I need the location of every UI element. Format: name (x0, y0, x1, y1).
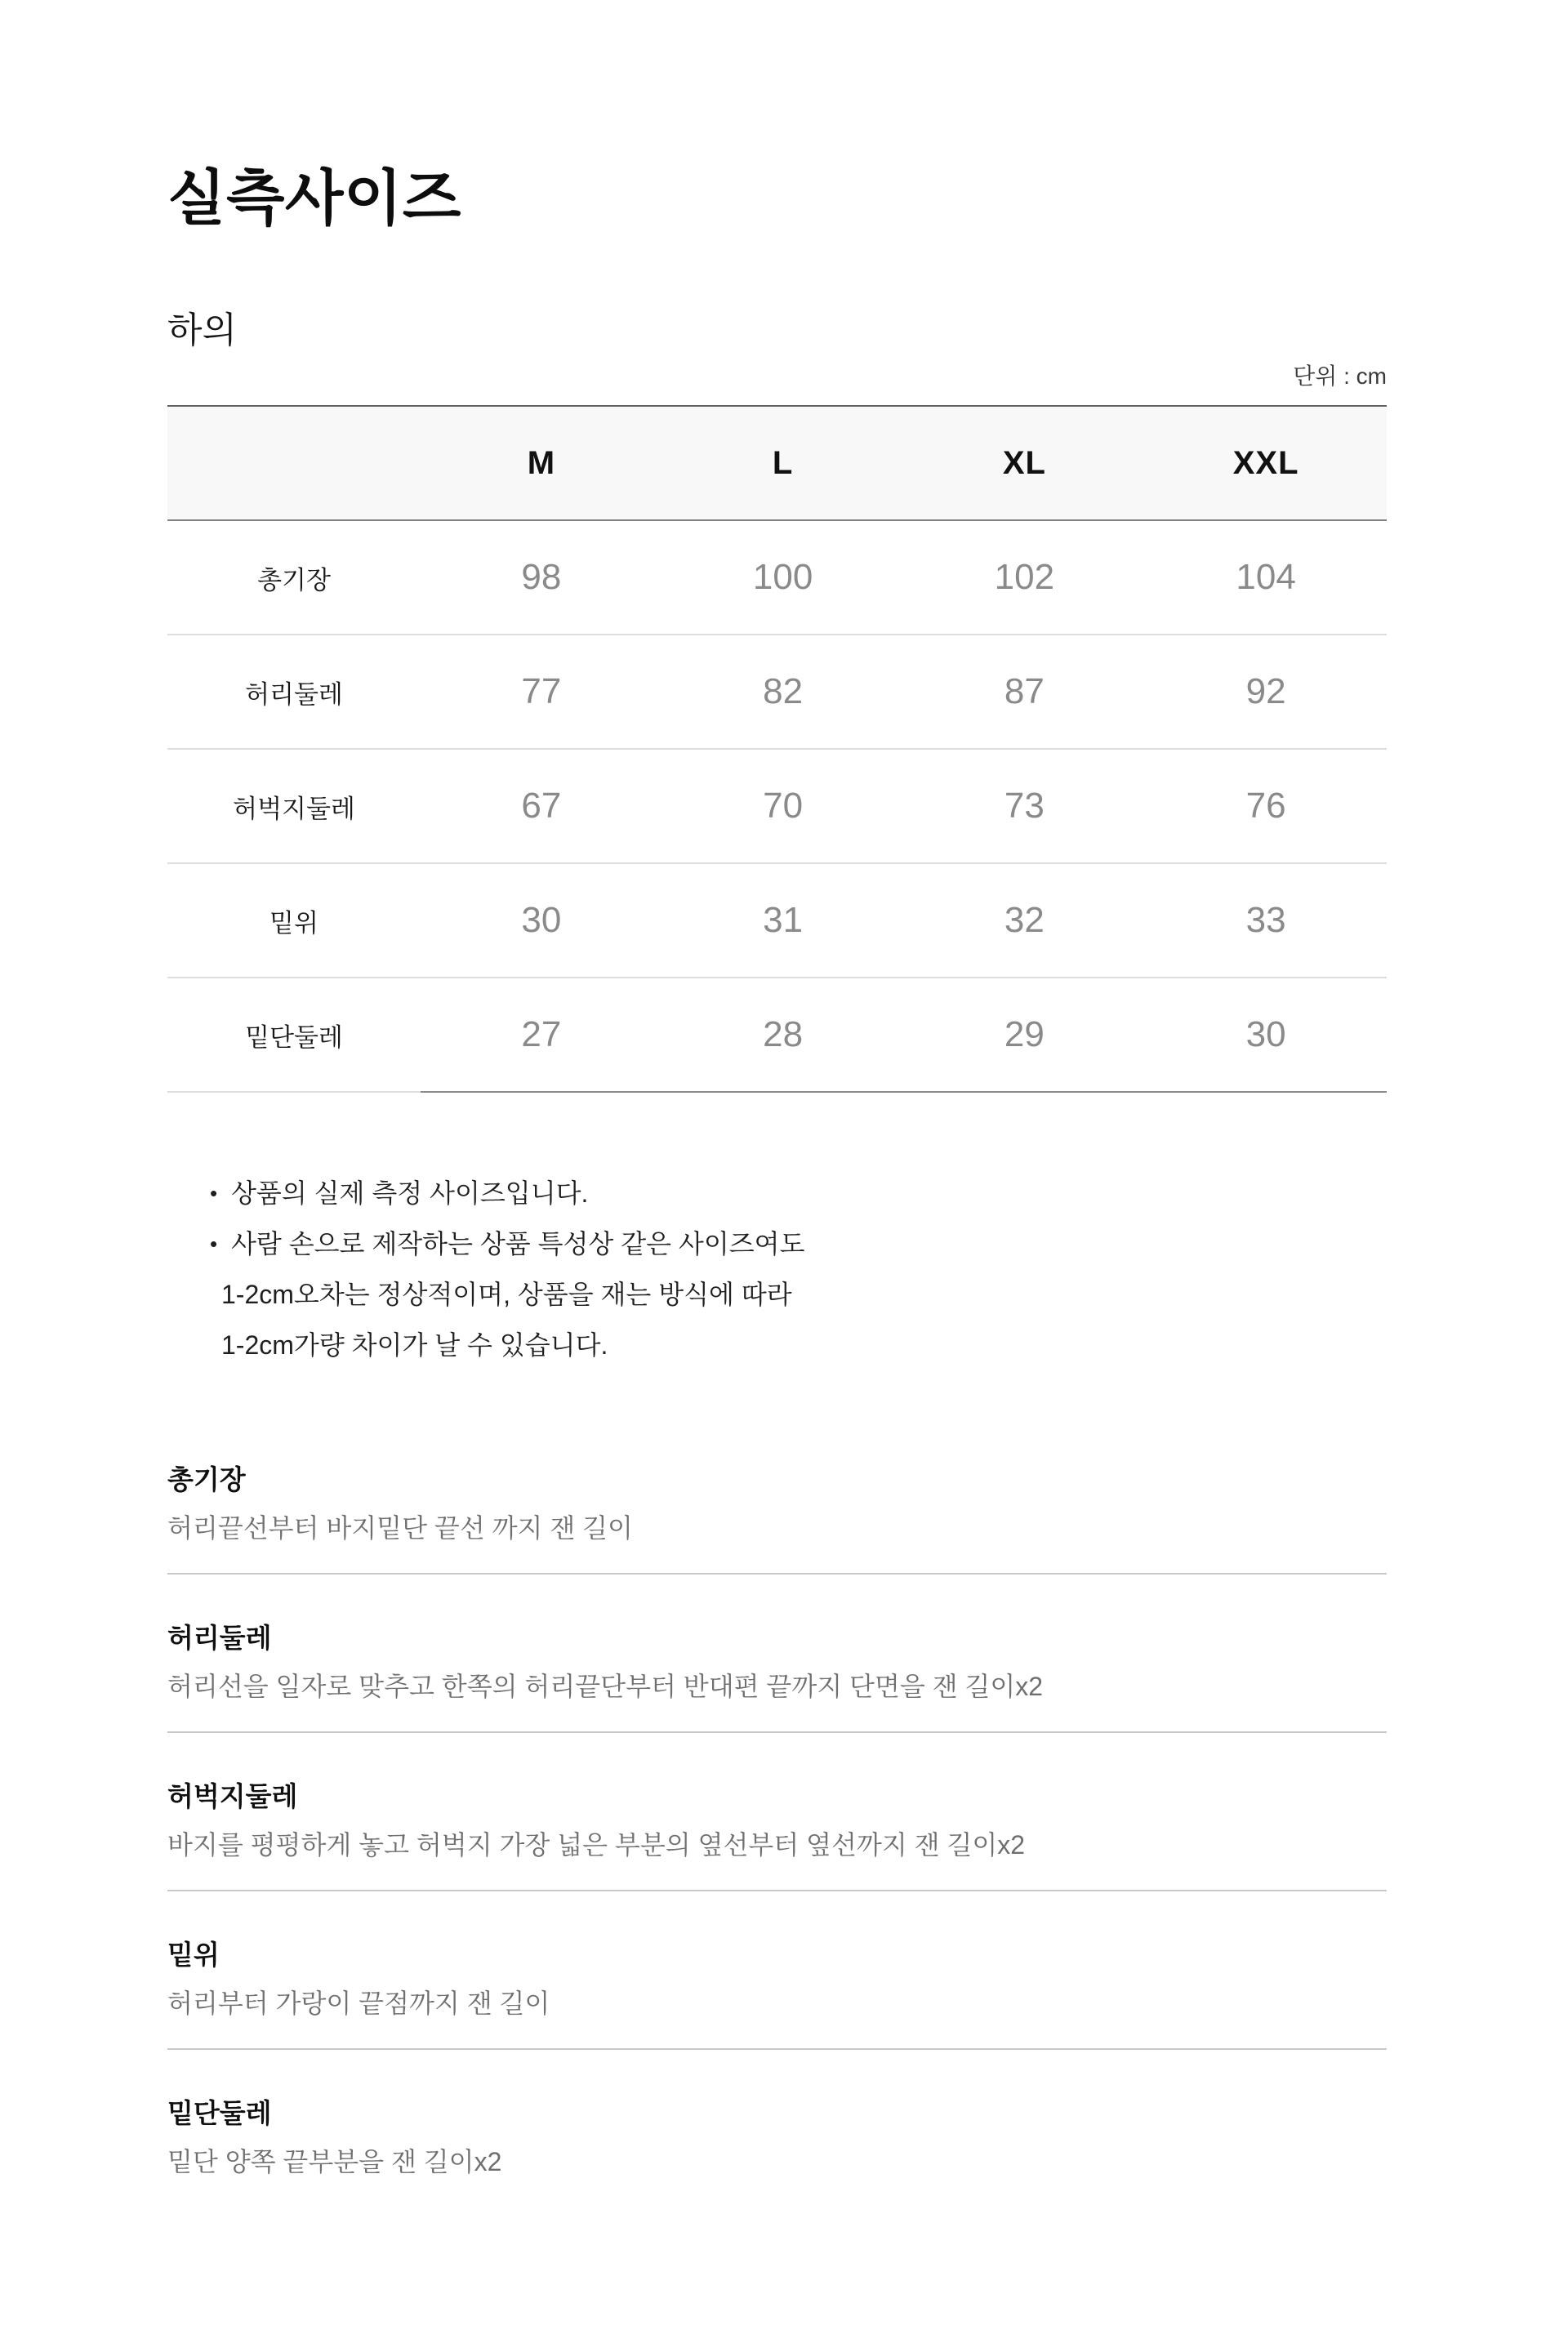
definition-description: 허리선을 일자로 맞추고 한쪽의 허리끝단부터 반대편 끝까지 단면을 잰 길이x2 (167, 1672, 1044, 1701)
size-table-header-row (167, 407, 1387, 521)
size-value: 100 (662, 521, 904, 635)
size-table (167, 405, 1387, 1093)
column-header-xl: XL (904, 407, 1146, 521)
row-label: 허리둘레 (167, 635, 421, 750)
definition-term: 총기장 (167, 1464, 246, 1494)
note-line (210, 1269, 1387, 1320)
definition-term: 허리둘레 (167, 1623, 272, 1653)
size-value: 29 (904, 978, 1146, 1093)
definition-section-waist (167, 1622, 1387, 1733)
note-text: 1-2cm가량 차이가 날 수 있습니다. (221, 1330, 608, 1360)
size-value: 33 (1145, 864, 1387, 978)
size-value: 27 (421, 978, 662, 1093)
note-text: 상품의 실제 측정 사이즈입니다. (231, 1178, 589, 1208)
row-label: 총기장 (167, 521, 421, 635)
size-value: 31 (662, 864, 904, 978)
size-value: 70 (662, 750, 904, 864)
section-divider (167, 1890, 1387, 1891)
size-value: 77 (421, 635, 662, 750)
size-value: 67 (421, 750, 662, 864)
table-row-rise (167, 864, 1387, 978)
row-label: 밑위 (167, 864, 421, 978)
measurement-definitions (167, 1463, 1387, 2179)
note-text: 사람 손으로 제작하는 상품 특성상 같은 사이즈여도 (231, 1229, 805, 1258)
size-value: 92 (1145, 635, 1387, 750)
bullet-icon: • (210, 1232, 218, 1256)
row-label: 허벅지둘레 (167, 750, 421, 864)
table-row-waist (167, 635, 1387, 750)
note-line (210, 1168, 1387, 1218)
definition-description: 바지를 평평하게 놓고 허벅지 가장 넓은 부분의 옆선부터 옆선까지 잰 길이x2 (167, 1830, 1026, 1860)
notes-list (167, 1168, 1387, 1370)
definition-term: 허벅지둘레 (167, 1781, 298, 1811)
definition-section-total-length (167, 1463, 1387, 1575)
definition-description: 허리끝선부터 바지밑단 끝선 까지 잰 길이 (167, 1513, 633, 1543)
definition-section-thigh (167, 1780, 1387, 1891)
definition-section-hem (167, 2097, 1387, 2179)
header-empty-cell (167, 407, 421, 521)
section-divider (167, 1573, 1387, 1575)
bullet-icon: • (210, 1181, 218, 1205)
size-value: 30 (421, 864, 662, 978)
definition-term: 밑단둘레 (167, 2098, 272, 2128)
table-row-total-length (167, 521, 1387, 635)
definition-description: 밑단 양쪽 끝부분을 잰 길이x2 (167, 2147, 502, 2176)
size-value: 102 (904, 521, 1146, 635)
table-row-hem (167, 978, 1387, 1093)
table-row-thigh (167, 750, 1387, 864)
column-header-m: M (421, 407, 662, 521)
size-value: 87 (904, 635, 1146, 750)
definition-description: 허리부터 가랑이 끝점까지 잰 길이 (167, 1989, 550, 2018)
note-line (210, 1218, 1387, 1269)
column-header-l: L (662, 407, 904, 521)
size-value: 82 (662, 635, 904, 750)
size-value: 28 (662, 978, 904, 1093)
column-header-xxl: XXL (1145, 407, 1387, 521)
note-text: 1-2cm오차는 정상적이며, 상품을 재는 방식에 따라 (221, 1280, 792, 1309)
row-label: 밑단둘레 (167, 978, 421, 1093)
size-value: 32 (904, 864, 1146, 978)
size-value: 104 (1145, 521, 1387, 635)
section-subtitle-bottoms: 하의 (167, 310, 238, 350)
definition-section-rise (167, 1939, 1387, 2050)
size-value: 30 (1145, 978, 1387, 1093)
size-value: 98 (421, 521, 662, 635)
section-divider (167, 2048, 1387, 2050)
note-line (210, 1320, 1387, 1370)
definition-term: 밑위 (167, 1940, 220, 1970)
size-value: 76 (1145, 750, 1387, 864)
size-value: 73 (904, 750, 1146, 864)
page-title: 실측사이즈 (167, 164, 461, 232)
unit-label: 단위 : cm (1293, 363, 1387, 389)
section-divider (167, 1731, 1387, 1733)
